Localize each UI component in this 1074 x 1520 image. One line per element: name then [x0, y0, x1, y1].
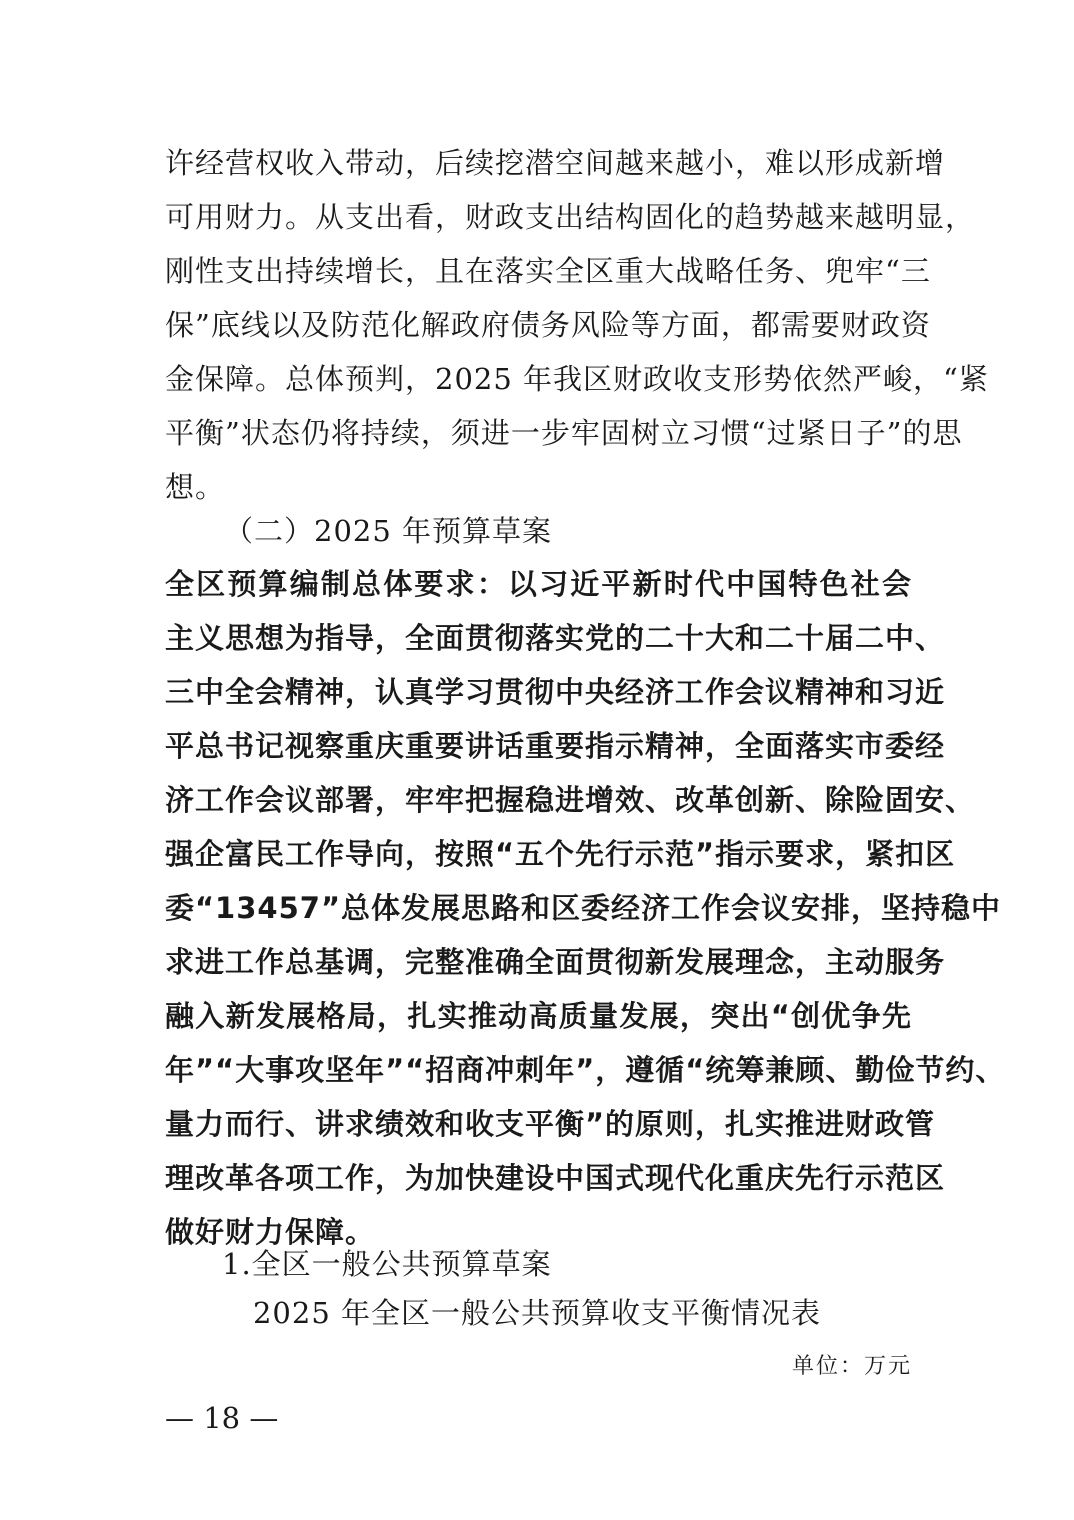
- text-line: 刚性支出持续增长，且在落实全区重大战略任务、兜牢“三: [165, 254, 931, 288]
- section-subheading: （二）2025 年预算草案: [224, 514, 553, 548]
- text-line: 年”“大事攻坚年”“招商冲刺年”，遵循“统筹兼顾、勤俭节约、: [165, 1053, 1006, 1087]
- text-line: 保”底线以及防范化解政府债务风险等方面，都需要财政资: [165, 308, 931, 342]
- text-line: 委“13457”总体发展思路和区委经济工作会议安排，坚持稳中: [165, 891, 1002, 925]
- text-line: 金保障。总体预判，2025 年我区财政收支形势依然严峻，“紧: [165, 362, 989, 396]
- text-line: 全区预算编制总体要求：以习近平新时代中国特色社会: [165, 567, 912, 601]
- text-line: 量力而行、讲求绩效和收支平衡”的原则，扎实推进财政管: [165, 1107, 936, 1141]
- text-line: 理改革各项工作，为加快建设中国式现代化重庆先行示范区: [165, 1161, 946, 1195]
- text-line: 许经营权收入带动，后续挖潜空间越来越小，难以形成新增: [165, 146, 946, 180]
- page-number: — 18 —: [165, 1401, 279, 1435]
- text-line: 可用财力。从支出看，财政支出结构固化的趋势越来越明显，: [165, 200, 976, 234]
- text-line: 强企富民工作导向，按照“五个先行示范”指示要求，紧扣区: [165, 837, 956, 871]
- paragraph-fiscal-outlook: [165, 136, 989, 514]
- unit-note: 单位：万元: [791, 1354, 912, 1379]
- text-line: 主义思想为指导，全面贯彻落实党的二十大和二十届二中、: [165, 621, 946, 655]
- paragraph-budget-requirements: [165, 557, 1006, 1259]
- text-line: 平总书记视察重庆重要讲话重要指示精神，全面落实市委经: [165, 729, 946, 763]
- text-line: 三中全会精神，认真学习贯彻中央经济工作会议精神和习近: [165, 675, 946, 709]
- item-heading: 1.全区一般公共预算草案: [222, 1247, 552, 1281]
- text-line: 求进工作总基调，完整准确全面贯彻新发展理念，主动服务: [165, 945, 946, 979]
- text-line: 想。: [165, 470, 226, 504]
- table-title: 2025 年全区一般公共预算收支平衡情况表: [252, 1296, 822, 1330]
- text-line: 济工作会议部署，牢牢把握稳进增效、改革创新、除险固安、: [165, 783, 976, 817]
- text-line: 融入新发展格局，扎实推动高质量发展，突出“创优争先: [165, 999, 912, 1033]
- text-line: 做好财力保障。: [165, 1215, 376, 1249]
- text-line: 平衡”状态仍将持续，须进一步牢固树立习惯“过紧日子”的思: [165, 416, 963, 450]
